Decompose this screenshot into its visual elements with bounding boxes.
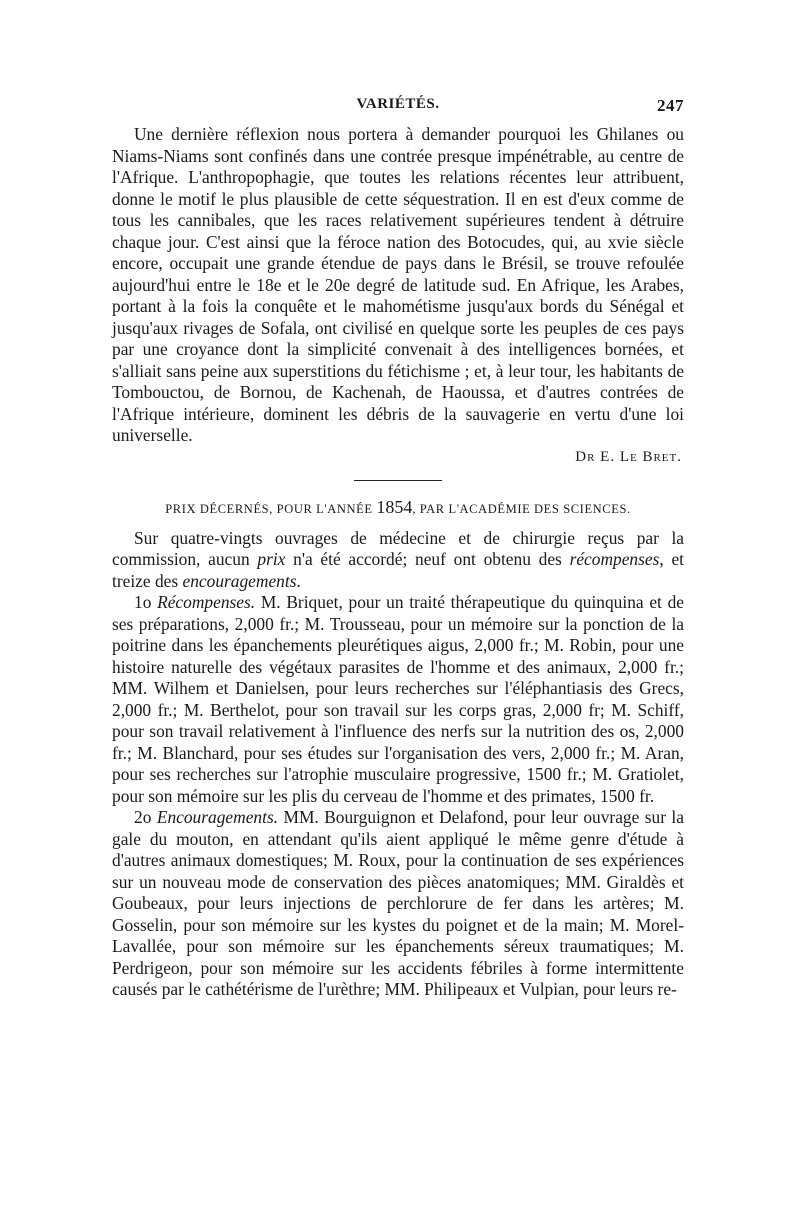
recompenses-text: M. Briquet, pour un traité thérapeutique du quinquina et de ses préparations, 2,000 fr.; M. Trousseau, pour un mémoire sur la ponction de la poitrine dans les épanchements pleurétiques aigus, 2,000 fr.; M. Robin, pour une histoire naturelle des végétaux parasites de l'homme et des animaux, 2,000 fr.; MM. Wilhem et Danielsen, pour leurs recherches sur l'éléphantiasis des Grecs, 2,000 fr.; M. Berthelot, pour son travail sur les corps gras, 2,000 fr; M. Schiff, pour son travail relativement à l'influence des nerfs sur la nutrition des os, 2,000 fr.; M. Blanchard, pour ses études sur l'organisation des vers, 2,000 fr.; M. Aran, pour ses recherches sur l'atrophie musculaire progressive, 1500 fr.; M. Gratiolet, pour son mémoire sur les plis du cerveau de l'homme et des primates, 1500 fr. xyxy=(112,592,684,806)
section-heading xyxy=(112,497,684,518)
section-divider xyxy=(354,480,442,481)
intro-em-prix: prix xyxy=(257,549,286,569)
intro-em-encouragements: encouragements xyxy=(182,570,297,591)
encouragements-number: 2o xyxy=(134,807,152,827)
intro-text-2: n'a été accordé; neuf ont obtenu des xyxy=(285,549,570,569)
section-heading-text-before: PRIX DÉCERNÉS, POUR L'ANNÉE xyxy=(165,501,373,516)
encouragements-paragraph xyxy=(112,807,684,1001)
intro-text-4: . xyxy=(296,570,301,591)
article-closing-paragraph: Une dernière réflexion nous portera à demander pourquoi les Ghilanes ou Niams-Niams sont confinés dans une contrée presque impénétrable, au centre de l'Afrique. L'anthropophagie, que toutes les relations récentes leur attribuent, donne le motif le plus plausible de cette séquestration. Il en est d'eux comme de tous les cannibales, que les races relativement supérieures tendent à détruire chaque jour. C'est ainsi que la féroce nation des Botocudes, qui, au xvie siècle encore, occupait une grande étendue de pays dans le Brésil, se trouve refoulée aujourd'hui entre le 18e et le 20e degré de latitude sud. En Afrique, les Arabes, portant à la fois la conquête et le mahométisme jusqu'aux bords du Sénégal et jusqu'aux rivages de Sofala, ont civilisé en quelque sorte les peuples de ces pays par une croyance dont la simplicité convenait à des intelligences bornées, et s'alliait sans peine aux superstitions du fétichisme ; et, à leur tour, les habitants de Tombouctou, de Bornou, de Kachenah, de Haoussa, et d'autres contrées de l'Afrique intérieure, dominent les débris de la sauvagerie en vertu d'une loi universelle. xyxy=(112,124,684,445)
running-head xyxy=(112,96,684,124)
intro-text-3: , et treize des xyxy=(112,549,685,591)
intro-em-recompenses: récompenses xyxy=(569,549,660,569)
section-intro-paragraph xyxy=(112,528,684,593)
running-title: VARIÉTÉS. xyxy=(356,96,440,112)
page xyxy=(112,96,684,1001)
page-number: 247 xyxy=(657,96,684,115)
recompenses-label: Récompenses. xyxy=(157,592,256,612)
recompenses-number: 1o xyxy=(134,592,152,612)
intro-text-1: Sur quatre-vingts ouvrages de médecine et de chirurgie reçus par la commission, aucun xyxy=(112,527,684,569)
encouragements-label: Encouragements. xyxy=(156,807,279,827)
recompenses-paragraph xyxy=(112,592,684,807)
author-signature: Dr E. Le Bret. xyxy=(575,448,682,465)
section-heading-text-after: , PAR L'ACADÉMIE DES SCIENCES. xyxy=(412,501,631,516)
section-heading-year: 1854 xyxy=(376,496,413,517)
encouragements-text: MM. Bourguignon et Delafond, pour leur ouvrage sur la gale du mouton, en attendant qu'ils aient appliqué le même genre d'étude à d'autres animaux domestiques; M. Roux, pour la continuation de ses expériences sur un nouveau mode de conservation des pièces anatomiques; MM. Giraldès et Goubeaux, pour leurs injections de perchlorure de fer dans les artères; M. Gosselin, pour son mémoire sur les kystes du poignet et de la main; M. Morel-Lavallée, pour son mémoire sur les épanchements séreux traumatiques; M. Perdrigeon, pour son mémoire sur les accidents fébriles à forme intermittente causés par le cathétérisme de l'urèthre; MM. Philipeaux et Vulpian, pour leurs re- xyxy=(112,807,684,999)
